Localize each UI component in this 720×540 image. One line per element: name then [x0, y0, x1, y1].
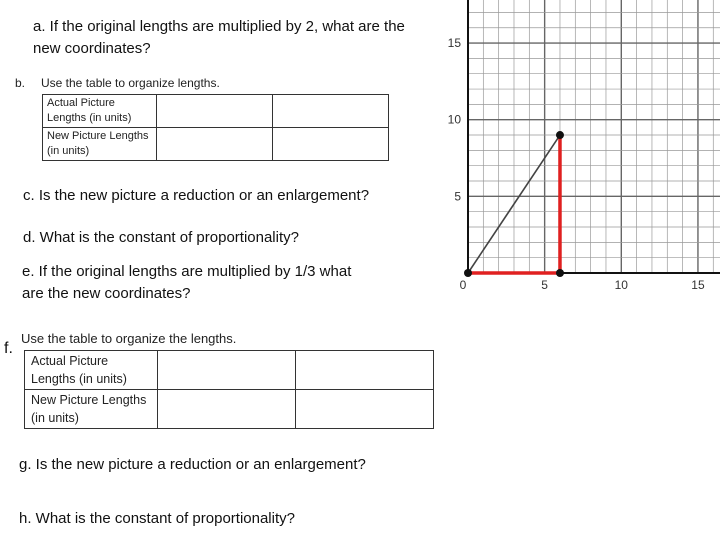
table-row — [25, 351, 434, 390]
question-f-instruction: Use the table to organize the lengths. — [21, 331, 237, 346]
y-tick-label: 5 — [454, 189, 461, 204]
table-cell-label: New Picture Lengths (in units) — [43, 128, 157, 161]
coordinate-grid — [440, 0, 720, 300]
y-tick-label: 15 — [447, 36, 461, 51]
x-axis-tick-labels — [460, 278, 705, 292]
lengths-table-b — [42, 94, 389, 161]
lengths-table-f — [24, 350, 434, 429]
table-cell-label: Actual Picture Lengths (in units) — [25, 351, 158, 390]
table-row — [43, 128, 389, 161]
y-axis-tick-labels — [448, 36, 462, 203]
question-g: g. Is the new picture a reduction or an enlargement? — [19, 456, 366, 473]
table-cell[interactable] — [157, 128, 273, 161]
table-cell[interactable] — [273, 95, 389, 128]
question-a: a. If the original lengths are multiplied by 2, what are the new coordinates? — [33, 18, 405, 57]
x-tick-label: 10 — [614, 278, 628, 292]
table-cell[interactable] — [158, 390, 296, 429]
vertex-point — [464, 269, 472, 277]
question-b-label: b. — [15, 76, 26, 90]
table-cell-label: Actual Picture Lengths (in units) — [43, 95, 157, 128]
grid-lines — [468, 0, 720, 273]
x-tick-label: 5 — [541, 278, 548, 292]
vertex-point — [556, 269, 564, 277]
table-cell[interactable] — [157, 95, 273, 128]
question-b-instruction: Use the table to organize lengths. — [41, 76, 220, 90]
question-f-label: f. — [4, 340, 13, 357]
table-cell[interactable] — [273, 128, 389, 161]
x-tick-label: 15 — [691, 278, 705, 292]
table-cell[interactable] — [158, 351, 296, 390]
table-row — [43, 95, 389, 128]
table-cell[interactable] — [296, 351, 434, 390]
table-cell-label: New Picture Lengths (in units) — [25, 390, 158, 429]
table-row — [25, 390, 434, 429]
question-d: d. What is the constant of proportionality? — [23, 229, 299, 246]
table-cell[interactable] — [296, 390, 434, 429]
question-c: c. Is the new picture a reduction or an enlargement? — [23, 187, 370, 204]
question-h: h. What is the constant of proportionality? — [19, 510, 295, 527]
y-tick-label: 10 — [447, 112, 461, 127]
x-tick-label: 0 — [459, 278, 467, 292]
question-e: e. If the original lengths are multiplied by 1/3 what are the new coordinates? — [22, 263, 352, 302]
vertex-point — [556, 131, 564, 139]
